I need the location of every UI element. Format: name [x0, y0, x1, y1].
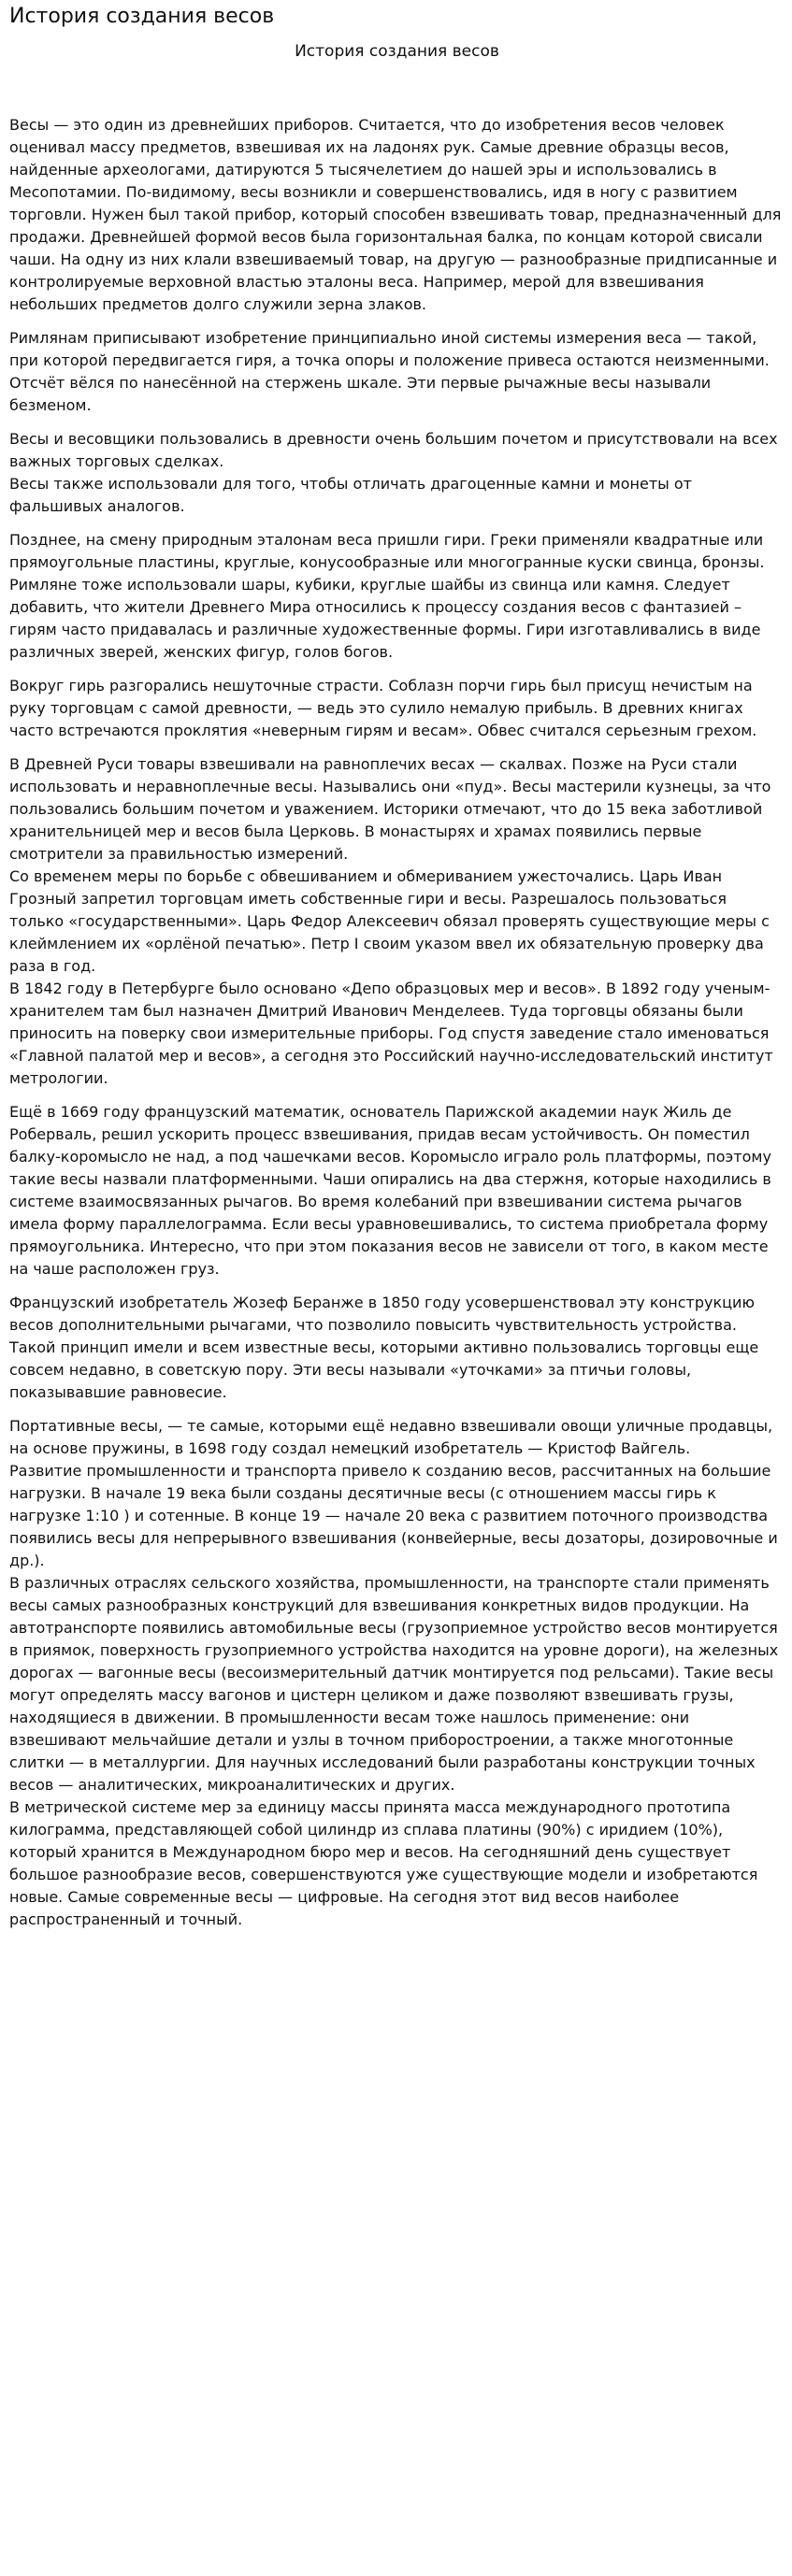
paragraph	[9, 1101, 785, 1281]
paragraph-line: Римлянам приписывают изобретение принципиально иной системы измерения веса — такой, при которой передвигается гиря, а точка опоры и положение привеса остаются неизменными. Отсчёт вёлся по нанесённой на стержень шкале. Эти первые рычажные весы называли безменом.	[9, 329, 770, 414]
page-title: История создания весов	[9, 5, 275, 28]
paragraph	[9, 1415, 785, 1931]
paragraph	[9, 753, 785, 1090]
paragraph-line: Французский изобретатель Жозеф Беранже в 1850 году усовершенствовал эту конструкцию весов дополнительными рычагами, что позволило повысить чувствительность устройства.	[9, 1294, 755, 1334]
article-body	[9, 114, 785, 1931]
paragraph-line: Портативные весы, — те самые, которыми ещё недавно взвешивали овощи уличные продавцы, на основе пружины, в 1698 году создал немецкий изобретатель — Кристоф Вайгель.	[9, 1417, 773, 1457]
paragraph-line: Весы и весовщики пользовались в древности очень большим почетом и присутствовали на всех важных торговых сделках.	[9, 430, 778, 470]
paragraph-line: В Древней Руси товары взвешивали на равноплечих весах — скалвах. Позже на Руси стали использовать и неравноплечные весы. Назывались они «пуд». Весы мастерили кузнецы, за что пользовались большим почетом и уважением. Историки отмечают, что до 15 века заботливой хранительницей мер и весов была Церковь. В монастырях и храмах появились первые смотрители за правильностью измерений.	[9, 755, 771, 863]
paragraph-line: Позднее, на смену природным эталонам веса пришли гири. Греки применяли квадратные или прямоугольные пластины, круглые, конусообразные или многогранные куски свинца, бронзы. Римляне тоже использовали шары, кубики, круглые шайбы из свинца или камня. Следует добавить, что жители Древнего Мира относились к процессу создания весов с фантазией – гирям часто придавалась и различные художественные формы. Гири изготавливались в виде различных зверей, женских фигур, голов богов.	[9, 531, 765, 661]
paragraph-line: Весы — это один из древнейших приборов. Считается, что до изобретения весов человек оценивал массу предметов, взвешивая их на ладонях рук. Самые древние образцы весов, найденные археологами, датируются 5 тысячелетием до нашей эры и использовались в Месопотамии. По-видимому, весы возникли и совершенствовались, идя в ногу с развитием торговли. Нужен был такой прибор, который способен взвешивать товар, предназначенный для продажи. Древнейшей формой весов была горизонтальная балка, по концам которой свисали чаши. На одну из них клали взвешиваемый товар, на другую — разнообразные придписанные и контролируемые верховной властью эталоны веса. Например, мерой для взвешивания небольших предметов долго служили зерна злаков.	[9, 116, 782, 313]
paragraph-line: Весы также использовали для того, чтобы отличать драгоценные камни и монеты от фальшивых аналогов.	[9, 475, 692, 515]
paragraph-line: Вокруг гирь разгорались нешуточные страсти. Соблазн порчи гирь был присущ нечистым на руку торговцам с самой древности, — ведь это сулило немалую прибыль. В древних книгах часто встречаются проклятия «неверным гирям и весам». Обвес считался серьезным грехом.	[9, 677, 757, 739]
paragraph-line: Со временем меры по борьбе с обвешиванием и обмериванием ужесточались. Царь Иван Грозный запретил торговцам иметь собственные гири и весы. Разрешалось пользоваться только «государственными». Царь Федор Алексеевич обязал проверять существующие меры с клеймлением их «орлёной печатью». Петр I своим указом ввел их обязательную проверку два раза в год.	[9, 867, 770, 975]
paragraph-line: Ещё в 1669 году французский математик, основатель Парижской академии наук Жиль де Роберваль, решил ускорить процесс взвешивания, придав весам устойчивость. Он поместил балку-коромысло не над, а под чашечками весов. Коромысло играло роль платформы, поэтому такие весы назвали платформенными. Чаши опирались на два стержня, которые находились в системе взаимосвязанных рычагов. Во время колебаний при взвешивании система рычагов имела форму параллелограмма. Если весы уравновешивались, то система приобретала форму прямоугольника. Интересно, что при этом показания весов не зависели от того, в каком месте на чаше расположен груз.	[9, 1103, 771, 1278]
article-subtitle: История создания весов	[295, 42, 499, 61]
paragraph	[9, 114, 785, 316]
paragraph-line: Такой принцип имели и всем известные весы, которыми активно пользовались торговцы еще совсем недавно, в советскую пору. Эти весы называли «уточками» за птичьи головы, показывавшие равновесие.	[9, 1338, 759, 1401]
paragraph	[9, 675, 785, 742]
paragraph	[9, 1292, 785, 1404]
paragraph	[9, 428, 785, 518]
paragraph-line: В различных отраслях сельского хозяйства, промышленности, на транспорте стали применять весы самых разнообразных конструкций для взвешивания конкретных видов продукции. На автотранспорте появились автомобильные весы (грузоприемное устройство весов монтируется в приямок, поверхность грузоприемного устройства находится на уровне дороги), на железных дорогах — вагонные весы (весоизмерительный датчик монтируется под рельсами). Такие весы могут определять массу вагонов и цистерн целиком и даже позволяют взвешивать грузы, находящиеся в движении. В промышленности весам тоже нашлось применение: они взвешивают мельчайшие детали и узлы в точном приборостроении, а также многотонные слитки — в металлургии. Для научных исследований были разработаны конструкции точных весов — аналитических, микроаналитических и других.	[9, 1574, 779, 1794]
paragraph-line: В метрической системе мер за единицу массы принята масса международного прототипа килограмма, представляющей собой цилиндр из сплава платины (90%) с иридием (10%), который хранится в Международном бюро мер и весов. На сегодняшний день существует большое разнообразие весов, совершенствуются уже существующие модели и изобретаются новые. Самые современные весы — цифровые. На сегодня этот вид весов наиболее распространенный и точный.	[9, 1798, 758, 1928]
paragraph	[9, 529, 785, 664]
paragraph-line: В 1842 году в Петербурге было основано «Депо образцовых мер и весов». В 1892 году ученым-хранителем там был назначен Дмитрий Иванович Менделеев. Туда торговцы обязаны были приносить на поверку свои измерительные приборы. Год спустя заведение стало именоваться «Главной палатой мер и весов», а сегодня это Российский научно-исследовательский институт метрологии.	[9, 980, 773, 1087]
paragraph-line: Развитие промышленности и транспорта привело к созданию весов, рассчитанных на большие нагрузки. В начале 19 века были созданы десятичные весы (с отношением массы гирь к нагрузке 1:10 ) и сотенные. В конце 19 — начале 20 века с развитием поточного производства появились весы для непрерывного взвешивания (конвейерные, весы дозаторы, дозировочные и др.).	[9, 1462, 778, 1569]
paragraph	[9, 327, 785, 417]
